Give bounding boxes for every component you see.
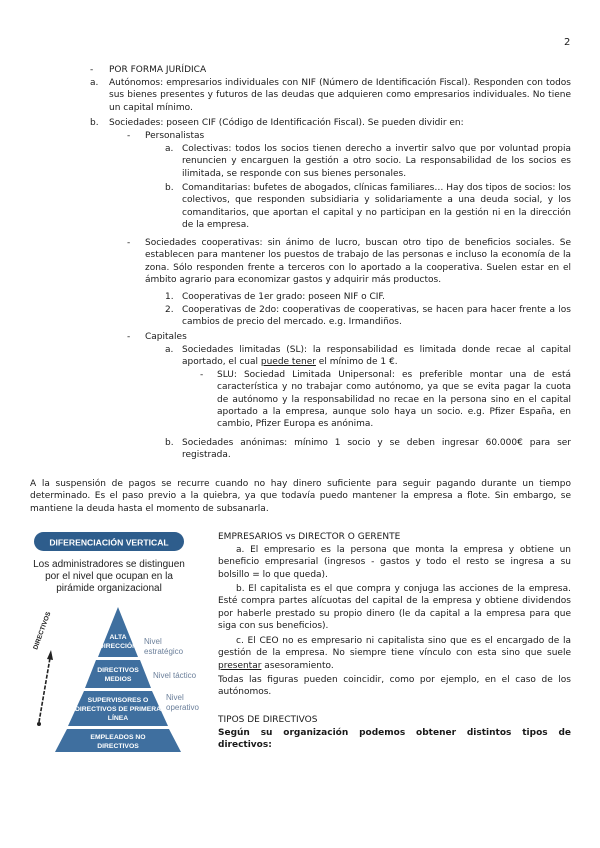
ceo-text-underlined: presentar [218, 660, 262, 671]
ceo-text-2: asesoramiento. [261, 660, 334, 671]
capitalista-paragraph: b. El capitalista es el que compra y conjuga las acciones de la empresa. Esté compra partes alícuotas del capital de la empresa y obtiene dividendos por haberle prestado su propio dinero (le da capital a la empresa para que siga con sus beneficios). [218, 584, 571, 631]
tipos-text: Según su organización podemos obtener distintos tipos de directivos: [218, 728, 571, 751]
colectivas-text: Colectivas: todos los socios tienen derecho a invertir salvo que por voluntad propia renuncien y encarguen la gestión a otro socio. La responsabilidad de los socios es ilimitada, se responde con sus bienes personales. [182, 144, 571, 179]
level-4-label-b: DIRECTIVOS [97, 743, 139, 750]
sl-text-underlined: puede tener [260, 357, 316, 368]
personalistas-label: Personalistas [145, 131, 205, 141]
caption-line-2: por el nivel que ocupan en la [45, 571, 173, 582]
nivel-3-label-b: operativo [166, 703, 199, 712]
sa-text: Sociedades anónimas: mínimo 1 socio y se deben ingresar 60.000€ para ser registrada. [182, 438, 571, 461]
coop-1-marker: 1. [165, 292, 174, 302]
coop-2-marker: 2. [165, 305, 174, 315]
level-1-label-b: DIRECCIÓN [98, 643, 138, 650]
nivel-1-label-b: estratégico [144, 647, 184, 656]
sl-text [182, 344, 571, 369]
colectivas-marker: a. [165, 144, 174, 154]
level-2-label-a: DIRECTIVOS [97, 667, 139, 674]
empresarios-heading: EMPRESARIOS vs DIRECTOR O GERENTE [218, 532, 401, 542]
cooperativas-text: Sociedades cooperativas: sin ánimo de lucro, buscan otro tipo de beneficios sociales. Se establecen para mantener los puestos de trabajo de las personas e incluso la economía de la zona. Sólo responden frente a terceros con lo aportado a la cooperativa. Suelen estar en el ámbito agrario para economizar gastos y adquirir más productos. [145, 238, 571, 285]
capitales-label: Capitales [145, 332, 187, 342]
tipos-heading: TIPOS DE DIRECTIVOS [218, 715, 318, 725]
suspension-paragraph: A la suspensión de pagos se recurre cuando no hay dinero suficiente para seguir pagando durante un tiempo determinado. Es el paso previo a la quiebra, ya que todavía puedo mantener la empresa a flote. Sin embargo, se mantiene la deuda hasta el momento de subsanarla. [30, 479, 571, 514]
ceo-text-1: c. El CEO no es empresario ni capitalista sino que es el encargado de la gestión de la empresa. No siempre tiene vínculo con esta sino que suele [218, 636, 571, 659]
coop-1-text: Cooperativas de 1er grado: poseen NIF o CIF. [182, 292, 386, 302]
axis-label: DIRECTIVOS [32, 610, 53, 651]
comanditarias-marker: b. [165, 183, 174, 193]
sa-marker: b. [165, 438, 174, 448]
sl-text-2: el mínimo de 1 €. [315, 357, 398, 368]
nivel-2-label: Nivel táctico [153, 671, 197, 680]
banner-label: DIFERENCIACIÓN VERTICAL [49, 537, 169, 548]
axis-arrow-line [39, 658, 50, 722]
item-b-marker: b. [90, 118, 99, 128]
capitales-bullet: - [127, 332, 131, 342]
nivel-1-label-a: Nivel [144, 637, 162, 646]
item-a-marker: a. [90, 78, 99, 88]
axis-arrow-head [47, 650, 53, 660]
coop-2-text: Cooperativas de 2do: cooperativas de cooperativas, se hacen para hacer frente a los cambios de precio del mercado. e.g. Irmandiños. [182, 305, 571, 328]
level-4-label-a: EMPLEADOS NO [90, 734, 146, 741]
level-1-label-a: ALTA [109, 634, 127, 641]
pyramid-figure [28, 530, 208, 760]
empresario-paragraph: a. El empresario es la persona que monta la empresa y obtiene un beneficio empresarial (ingresos - gastos y todo el resto se ingresa a su bolsillo = lo que queda). [218, 545, 571, 580]
pyramid-level-2 [85, 660, 151, 688]
item-b-text: Sociedades: poseen CIF (Código de Identificación Fiscal). Se pueden dividir en: [109, 118, 464, 128]
ceo-paragraph [218, 635, 571, 672]
todas-paragraph: Todas las figuras pueden coincidir, como por ejemplo, en el caso de los autónomos. [218, 675, 571, 698]
comanditarias-text: Comanditarias: bufetes de abogados, clínicas familiares… Hay dos tipos de socios: los colectivos, que responden subsidiaria y solidariamente a una deuda social, y los comanditarios, que aportan el capital y no participan en la gestión ni en la dirección de la empresa. [182, 183, 571, 230]
caption-line-1: Los administradores se distinguen [33, 559, 185, 570]
slu-bullet: - [200, 370, 204, 380]
sl-text-1: Sociedades limitadas (SL): la responsabilidad es limitada donde recae al capital aportado, el cual [182, 345, 571, 368]
personalistas-bullet: - [127, 131, 131, 141]
page-number: 2 [564, 37, 571, 48]
cooperativas-bullet: - [127, 238, 131, 248]
sl-marker: a. [165, 345, 174, 355]
level-3-label-a: SUPERVISORES O [87, 697, 149, 704]
heading-bullet: - [90, 65, 94, 75]
level-3-label-c: LÍNEA [107, 715, 129, 722]
axis-arrow-tail [37, 722, 41, 726]
level-2-label-b: MEDIOS [104, 676, 132, 683]
level-3-label-b: DIRECTIVOS DE PRIMERA [74, 706, 162, 713]
nivel-3-label-a: Nivel [166, 693, 184, 702]
section-heading: POR FORMA JURÍDICA [109, 65, 207, 75]
item-a-text: Autónomos: empresarios individuales con NIF (Número de Identificación Fiscal). Responden con todos sus bienes presentes y futuros de las deudas que adquieren como empresarios individuales. No tiene un capital mínimo. [109, 78, 571, 113]
caption-line-3: pirámide organizacional [56, 583, 162, 594]
slu-text: SLU: Sociedad Limitada Unipersonal: es preferible montar una de está característica y no trabajar como autónomo, ya que se evita pagar la cuota de autónomo y la responsabilidad no recae en la persona sino en el capital aportado a la empresa, aunque solo haya un socio. e.g. Pfizer España, en cambio, Pfizer Europa es anónima. [217, 370, 571, 430]
